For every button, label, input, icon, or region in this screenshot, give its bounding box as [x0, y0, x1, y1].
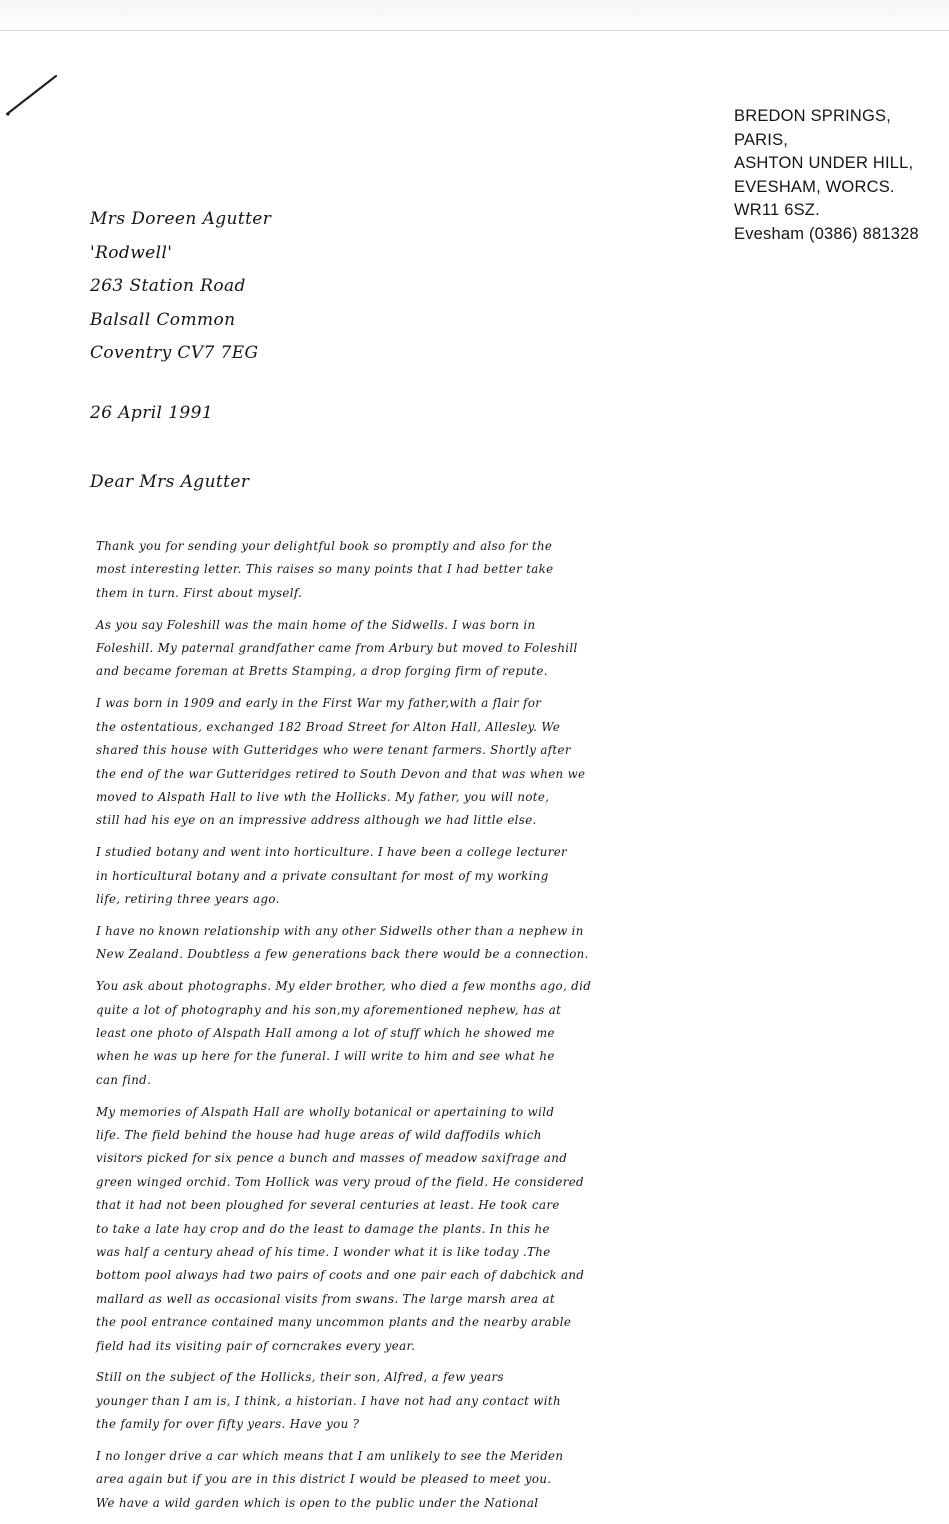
- letter-paragraph: [96, 1445, 946, 1515]
- letter-line: the family for over fifty years. Have you ?: [96, 1417, 360, 1432]
- letter-line: New Zealand. Doubtless a few generations back there would be a connection.: [96, 947, 589, 962]
- letterhead-line: BREDON SPRINGS,: [734, 107, 892, 125]
- letter-line: the pool entrance contained many uncommon plants and the nearby arable: [96, 1315, 572, 1330]
- recipient-address-line: Balsall Common: [90, 309, 236, 330]
- letter-paragraph: [96, 1366, 946, 1436]
- letter-line: still had his eye on an impressive address although we had little else.: [96, 813, 537, 828]
- letter-line: field had its visiting pair of corncrakes every year.: [96, 1338, 416, 1353]
- letter-line: I have no known relationship with any other Sidwells other than a nephew in: [96, 923, 584, 938]
- letter-line: quite a lot of photography and his son,my aforementioned nephew, has at: [96, 1002, 562, 1017]
- letter-line: I was born in 1909 and early in the First War my father,with a flair for: [96, 696, 542, 711]
- letter-line: and became foreman at Bretts Stamping, a drop forging firm of repute.: [96, 664, 548, 679]
- letter-line: the ostentatious, exchanged 182 Broad Street for Alton Hall, Allesley. We: [96, 719, 561, 734]
- letter-line: younger than I am is, I think, a historian. I have not had any contact with: [96, 1393, 561, 1408]
- letter-line: to take a late hay crop and do the least to damage the plants. In this he: [96, 1221, 550, 1236]
- letterhead-line: PARIS,: [734, 130, 789, 149]
- letter-line: most interesting letter. This raises so many points that I had better take: [96, 562, 554, 577]
- recipient-address-line: 'Rodwell': [90, 242, 173, 263]
- sender-letterhead: [734, 105, 919, 246]
- letter-line: mallard as well as occasional visits from swans. The large marsh area at: [96, 1291, 556, 1306]
- letterhead-line: ASHTON UNDER HILL,: [734, 154, 914, 172]
- letter-line: life, retiring three years ago.: [96, 891, 280, 906]
- letter-line: moved to Alspath Hall to live wth the Hollicks. My father, you will note,: [96, 789, 550, 804]
- letter-line: green winged orchid. Tom Hollick was very proud of the field. He considered: [96, 1174, 584, 1189]
- letter-line: area again but if you are in this district I would be pleased to meet you.: [96, 1472, 552, 1487]
- letter-body: [96, 535, 946, 1524]
- recipient-address: [90, 203, 271, 371]
- letter-line: Foleshill. My paternal grandfather came from Arbury but moved to Foleshill: [96, 641, 578, 656]
- letter-line: Still on the subject of the Hollicks, their son, Alfred, a few years: [96, 1370, 504, 1385]
- letter-line: My memories of Alspath Hall are wholly botanical or apertaining to wild: [96, 1104, 555, 1119]
- letter-line: life. The field behind the house had huge areas of wild daffodils which: [96, 1127, 542, 1142]
- letter-line: shared this house with Gutteridges who were tenant farmers. Shortly after: [96, 743, 571, 758]
- letterhead-line: Evesham (0386) 881328: [734, 224, 919, 243]
- recipient-address-line: 263 Station Road: [90, 276, 246, 296]
- letter-paragraph: [96, 841, 946, 911]
- letterhead-line: EVESHAM, WORCS.: [734, 177, 895, 196]
- letter-line: the end of the war Gutteridges retired to South Devon and that was when we: [96, 766, 586, 781]
- letter-line: Thank you for sending your delightful book so promptly and also for the: [96, 539, 553, 553]
- letter-line: when he was up here for the funeral. I will write to him and see what he: [96, 1049, 555, 1064]
- letter-line: can find.: [96, 1072, 152, 1087]
- recipient-address-line: Mrs Doreen Agutter: [90, 209, 272, 229]
- page-top-edge: [0, 0, 949, 31]
- letter-line: least one photo of Alspath Hall among a lot of stuff which he showed me: [96, 1025, 555, 1040]
- letter-line: As you say Foleshill was the main home of the Sidwells. I was born in: [96, 617, 536, 632]
- letter-paragraph: [96, 975, 946, 1092]
- letter-line: that it had not been ploughed for several centuries at least. He took care: [96, 1198, 560, 1213]
- letter-date: 26 April 1991: [90, 403, 214, 423]
- salutation: Dear Mrs Agutter: [90, 472, 250, 492]
- letterhead-line: WR11 6SZ.: [734, 201, 820, 219]
- letter-paragraph: [96, 920, 946, 967]
- letter-line: You ask about photographs. My elder brother, who died a few months ago, did: [96, 979, 592, 994]
- letter-line: in horticultural botany and a private consultant for most of my working: [96, 868, 549, 883]
- letter-paragraph: [96, 692, 946, 832]
- recipient-address-line: Coventry CV7 7EG: [90, 343, 259, 363]
- letter-line: was half a century ahead of his time. I wonder what it is like today .The: [96, 1244, 551, 1259]
- letter-paragraph: [96, 1101, 946, 1358]
- letter-line: I no longer drive a car which means that I am unlikely to see the Meriden: [96, 1449, 564, 1464]
- letter-line: I studied botany and went into horticulture. I have been a college lecturer: [96, 845, 568, 860]
- letter-line: them in turn. First about myself.: [96, 585, 303, 600]
- letter-paragraph: [96, 535, 946, 605]
- letter-paragraph: [96, 614, 946, 684]
- letter-line: bottom pool always had two pairs of coots and one pair each of dabchick and: [96, 1268, 585, 1283]
- letter-line: We have a wild garden which is open to the public under the National: [96, 1495, 539, 1510]
- letter-line: visitors picked for six pence a bunch and masses of meadow saxifrage and: [96, 1151, 568, 1166]
- pen-stroke-mark: [4, 72, 64, 122]
